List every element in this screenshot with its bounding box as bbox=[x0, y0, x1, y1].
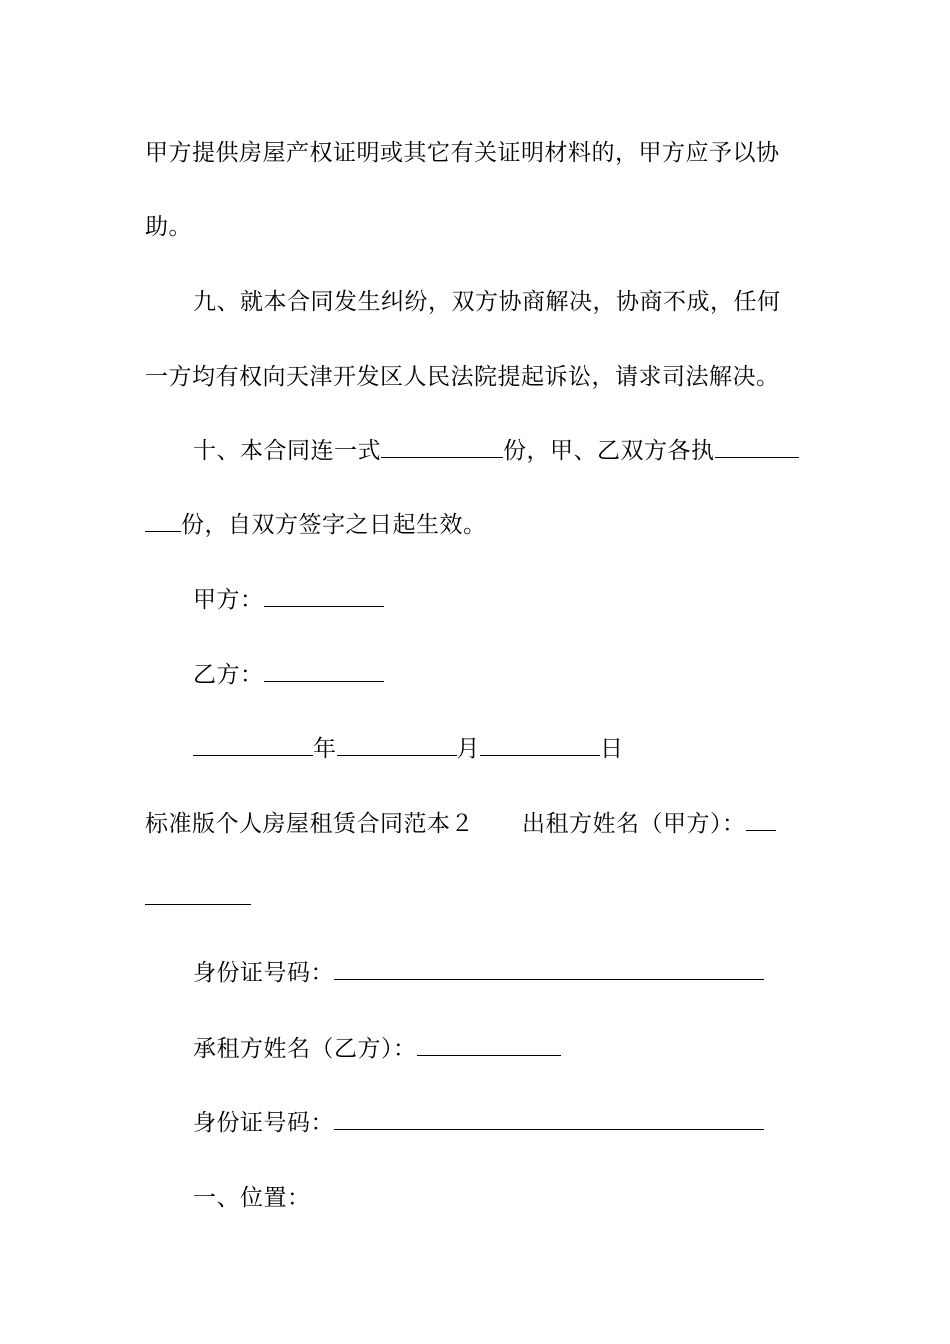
day-blank bbox=[480, 735, 600, 756]
lessee-name-label: 承租方姓名（乙方）： bbox=[193, 1036, 417, 1062]
template-2-heading-line bbox=[145, 809, 776, 839]
template-2-title: 标准版个人房屋租赁合同范本２ bbox=[145, 811, 474, 837]
clause-9-line: 九、就本合同发生纠纷，双方协商解决，协商不成，任何 bbox=[193, 289, 781, 315]
paragraph-line: 甲方提供房屋产权证明或其它有关证明材料的，甲方应予以协 bbox=[145, 140, 780, 166]
copies-each-blank bbox=[145, 511, 181, 532]
clause-10-line bbox=[145, 510, 487, 540]
lessor-id-line bbox=[193, 958, 764, 988]
lessor-name-label: 出租方姓名（甲方）： bbox=[522, 811, 746, 837]
lessor-name-blank bbox=[746, 810, 776, 831]
year-blank bbox=[193, 735, 313, 756]
party-a-signature-line bbox=[193, 585, 384, 615]
party-b-blank bbox=[264, 661, 384, 682]
month-blank bbox=[337, 735, 457, 756]
party-b-label: 乙方： bbox=[193, 662, 264, 688]
paragraph-line: 助。 bbox=[145, 214, 192, 240]
lessor-id-blank bbox=[334, 959, 764, 980]
lessee-id-label: 身份证号码： bbox=[193, 1110, 334, 1136]
lessee-name-blank bbox=[417, 1035, 561, 1056]
lessee-id-line bbox=[193, 1108, 764, 1138]
year-label: 年 bbox=[313, 736, 337, 762]
party-a-blank bbox=[264, 586, 384, 607]
month-label: 月 bbox=[456, 736, 480, 762]
clause-10-text: 份，自双方签字之日起生效。 bbox=[181, 512, 487, 538]
clause-10-text: 十、本合同连一式 bbox=[193, 438, 381, 464]
copies-blank bbox=[381, 437, 503, 458]
lessee-id-blank bbox=[334, 1109, 764, 1130]
lessee-name-line bbox=[193, 1034, 561, 1064]
copies-each-blank bbox=[715, 437, 799, 458]
section-1-heading: 一、位置： bbox=[193, 1185, 311, 1211]
clause-10-line bbox=[193, 436, 799, 466]
lessor-id-label: 身份证号码： bbox=[193, 960, 334, 986]
party-b-signature-line bbox=[193, 660, 384, 690]
lessor-name-continuation bbox=[145, 883, 251, 913]
party-a-label: 甲方： bbox=[193, 587, 264, 613]
clause-9-line: 一方均有权向天津开发区人民法院提起诉讼，请求司法解决。 bbox=[145, 364, 780, 390]
day-label: 日 bbox=[600, 736, 624, 762]
lessor-name-blank bbox=[145, 884, 251, 905]
date-line bbox=[193, 734, 624, 764]
clause-10-text: 份，甲、乙双方各执 bbox=[503, 438, 715, 464]
